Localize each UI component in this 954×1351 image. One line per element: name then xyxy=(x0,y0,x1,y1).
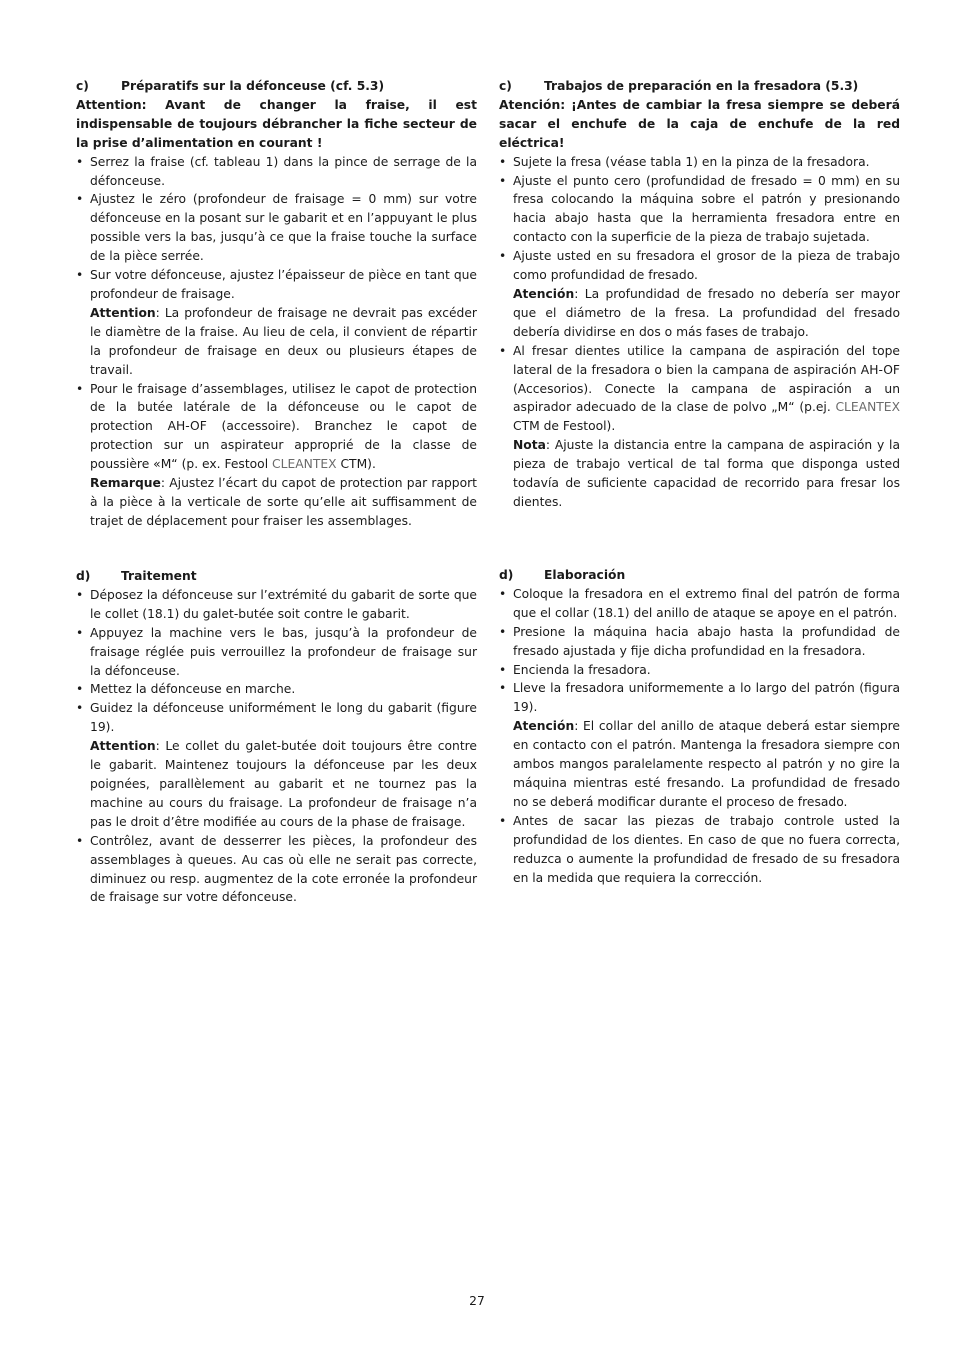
note-label: Nota xyxy=(513,438,546,453)
note-text: : Ajustez l’écart du capot de protection par rapport à la pièce à la verticale de sorte qu’elle ait suffisamment de trajet de déplacement pour fraiser les assemblages. xyxy=(90,476,477,528)
item-text: Sujete la fresa (véase tabla 1) en la pinza de la fresadora. xyxy=(513,154,870,169)
list-item xyxy=(499,247,900,342)
list-item xyxy=(76,380,477,531)
section-title: Elaboración xyxy=(544,568,626,582)
item-text: Guidez la défonceuse uniformément le long du gabarit (figure 19). xyxy=(90,701,477,735)
item-text: Appuyez la machine vers le bas, jusqu’à la profondeur de fraisage réglée puis verrouillez la profondeur de fraisage sur la défonceuse. xyxy=(90,625,477,678)
section-heading xyxy=(76,77,477,96)
list-item xyxy=(76,832,477,908)
list-item xyxy=(76,586,477,624)
item-text: Déposez la défonceuse sur l’extrémité du gabarit de sorte que le collet (18.1) du galet-butée soit contre le gabarit. xyxy=(90,587,477,621)
item-text: Ajustez le zéro (profondeur de fraisage = 0 mm) sur votre défonceuse en la posant sur le gabarit et en l’appuyant le plus possible vers la bas, jusqu’à ce que la fraise touche la surface de la pièce serrée. xyxy=(90,192,477,264)
note-text: : El collar del anillo de ataque deberá estar siempre en contacto con el patrón. Mantenga la fresadora siempre con ambos mangos paralelamente respecto al patrón y no gire la máquina mientras esté fresando. La profundidad de fresado no se deberá modificar durante el proceso de fresado. xyxy=(513,719,900,809)
bullet-icon: • xyxy=(499,813,507,828)
note-label: Attention xyxy=(90,739,156,754)
section-title: Trabajos de preparación en la fresadora (5.3) xyxy=(544,79,859,93)
list-item xyxy=(76,190,477,266)
bullet-icon: • xyxy=(76,381,84,396)
section-heading xyxy=(499,77,900,96)
list-item xyxy=(499,342,900,512)
list-item xyxy=(76,699,477,831)
list-item xyxy=(76,680,477,699)
section-c-french xyxy=(76,77,477,531)
section-heading xyxy=(499,566,900,585)
bullet-list xyxy=(499,585,900,888)
note-label: Atención xyxy=(513,286,575,301)
list-item xyxy=(499,585,900,623)
bullet-icon: • xyxy=(499,681,507,696)
warning-text: Attention: Avant de changer la fraise, il est indispensable de toujours débrancher la fiche secteur de la prise d’alimentation en courant ! xyxy=(76,97,477,150)
list-item xyxy=(76,153,477,191)
note xyxy=(90,474,477,531)
list-item xyxy=(499,661,900,680)
bullet-icon: • xyxy=(76,268,84,283)
note xyxy=(513,717,900,812)
bullet-icon: • xyxy=(499,343,507,358)
note-label: Attention xyxy=(90,305,156,320)
section-letter: d) xyxy=(76,569,91,583)
item-text: Sur votre défonceuse, ajustez l’épaisseur de pièce en tant que profondeur de fraisage. xyxy=(90,268,477,301)
section-heading xyxy=(76,567,477,586)
section-c-spanish xyxy=(499,77,900,512)
note-text: : La profundidad de fresado no debería ser mayor que el diámetro de la fresa. La profundidad del fresado debería dividirse en dos o más fases de trabajo. xyxy=(513,286,900,339)
bullet-icon: • xyxy=(499,662,507,677)
item-text: Al fresar dientes utilice la campana de aspiración del tope lateral de la fresadora o bien la campana de aspiración AH-OF (Accesorios). Conecte la campana de aspiración a un aspirador adecuado de la clase de polvo „M“ (p.ej. xyxy=(513,343,900,415)
brand-name: CLEANTEX xyxy=(272,457,337,472)
item-text: CTM). xyxy=(336,457,376,472)
list-item xyxy=(76,624,477,681)
bullet-icon: • xyxy=(76,701,84,716)
note-text: : Le collet du galet-butée doit toujours être contre le gabarit. Maintenez toujours la défonceuse par les deux poignées, parallèlement au gabarit et ne tournez pas la machine au cours du fraisage. La profondeur de fraisage n’a pas le droit d’être modifiée au cours de la phase de fraisage. xyxy=(90,739,477,829)
item-text: Presione la máquina hacia abajo hasta la profundidad de fresado ajustada y fije dicha profundidad en la fresadora. xyxy=(513,624,900,658)
bullet-icon: • xyxy=(499,624,507,639)
item-text: Ajuste usted en su fresadora el grosor de la pieza de trabajo como profundidad de fresado. xyxy=(513,249,900,283)
item-text: Lleve la fresadora uniformemente a lo largo del patrón (figura 19). xyxy=(513,681,900,715)
page-number: 27 xyxy=(469,1294,485,1308)
item-text: Encienda la fresadora. xyxy=(513,662,651,677)
note xyxy=(90,737,477,832)
bullet-icon: • xyxy=(499,154,507,169)
bullet-list xyxy=(76,586,477,907)
bullet-icon: • xyxy=(76,682,84,697)
list-item xyxy=(499,623,900,661)
section-title: Traitement xyxy=(121,569,197,583)
note-label: Remarque xyxy=(90,476,161,491)
bullet-icon: • xyxy=(499,249,507,264)
bullet-list xyxy=(76,153,477,531)
section-d-french xyxy=(76,567,477,907)
item-text: Coloque la fresadora en el extremo final del patrón de forma que el collar (18.1) del anillo de ataque se apoye en el patrón. xyxy=(513,586,900,620)
bullet-icon: • xyxy=(499,173,507,188)
bullet-list xyxy=(499,153,900,512)
note-text: : Ajuste la distancia entre la campana de aspiración y la pieza de trabajo vertical de tal forma que disponga usted todavía de suficiente capacidad de recorrido para fresar los dientes. xyxy=(513,438,900,509)
item-text: Contrôlez, avant de desserrer les pièces, la profondeur des assemblages à queues. Au cas où elle ne serait pas correcte, diminuez ou resp. augmentez de la cote erronée la profondeur de fraisage sur votre défonceuse. xyxy=(90,833,477,905)
section-title: Préparatifs sur la défonceuse (cf. 5.3) xyxy=(121,79,385,93)
section-letter: d) xyxy=(499,568,514,582)
note xyxy=(513,436,900,512)
note xyxy=(513,285,900,342)
note xyxy=(90,304,477,380)
list-item xyxy=(76,266,477,379)
list-item xyxy=(499,679,900,811)
bullet-icon: • xyxy=(76,154,84,169)
bullet-icon: • xyxy=(76,587,84,602)
item-text: Mettez la défonceuse en marche. xyxy=(90,682,296,697)
bullet-icon: • xyxy=(76,833,84,848)
list-item xyxy=(499,153,900,172)
item-text: CTM de Festool). xyxy=(513,419,616,434)
item-text: Serrez la fraise (cf. tableau 1) dans la pince de serrage de la défonceuse. xyxy=(90,154,477,188)
bullet-icon: • xyxy=(76,625,84,640)
list-item xyxy=(499,812,900,888)
item-text: Ajuste el punto cero (profundidad de fresado = 0 mm) en su fresa colocando la máquina sobre el patrón y presionando hacia abajo hasta que la herramienta fresadora entre en contacto con la superficie de la pieza de trabajo sujetada. xyxy=(513,173,900,245)
note-label: Atención xyxy=(513,719,575,734)
section-d-spanish xyxy=(499,566,900,887)
section-letter: c) xyxy=(76,79,89,93)
warning-text: Atención: ¡Antes de cambiar la fresa siempre se deberá sacar el enchufe de la caja de enchufe de la red eléctrica! xyxy=(499,97,900,150)
item-text: Pour le fraisage d’assemblages, utilisez le capot de protection de la butée latérale de la défonceuse ou le capot de protection AH-OF (accessoire). Branchez le capot de protection sur un aspirateur approprié de la classe de poussière «M“ (p. ex. Festool xyxy=(90,381,477,472)
bullet-icon: • xyxy=(76,192,84,207)
section-letter: c) xyxy=(499,79,512,93)
brand-name: CLEANTEX xyxy=(835,400,900,415)
item-text: Antes de sacar las piezas de trabajo controle usted la profundidad de los dientes. En caso de que no fuera correcta, reduzca o aumente la profundidad de fresado de su fresadora en la medida que requiera la corrección. xyxy=(513,813,900,885)
bullet-icon: • xyxy=(499,586,507,601)
list-item xyxy=(499,172,900,248)
note-text: : La profondeur de fraisage ne devrait pas excéder le diamètre de la fraise. Au lieu de cela, il convient de répartir la profondeur de fraisage en deux ou plusieurs étapes de travail. xyxy=(90,305,477,377)
